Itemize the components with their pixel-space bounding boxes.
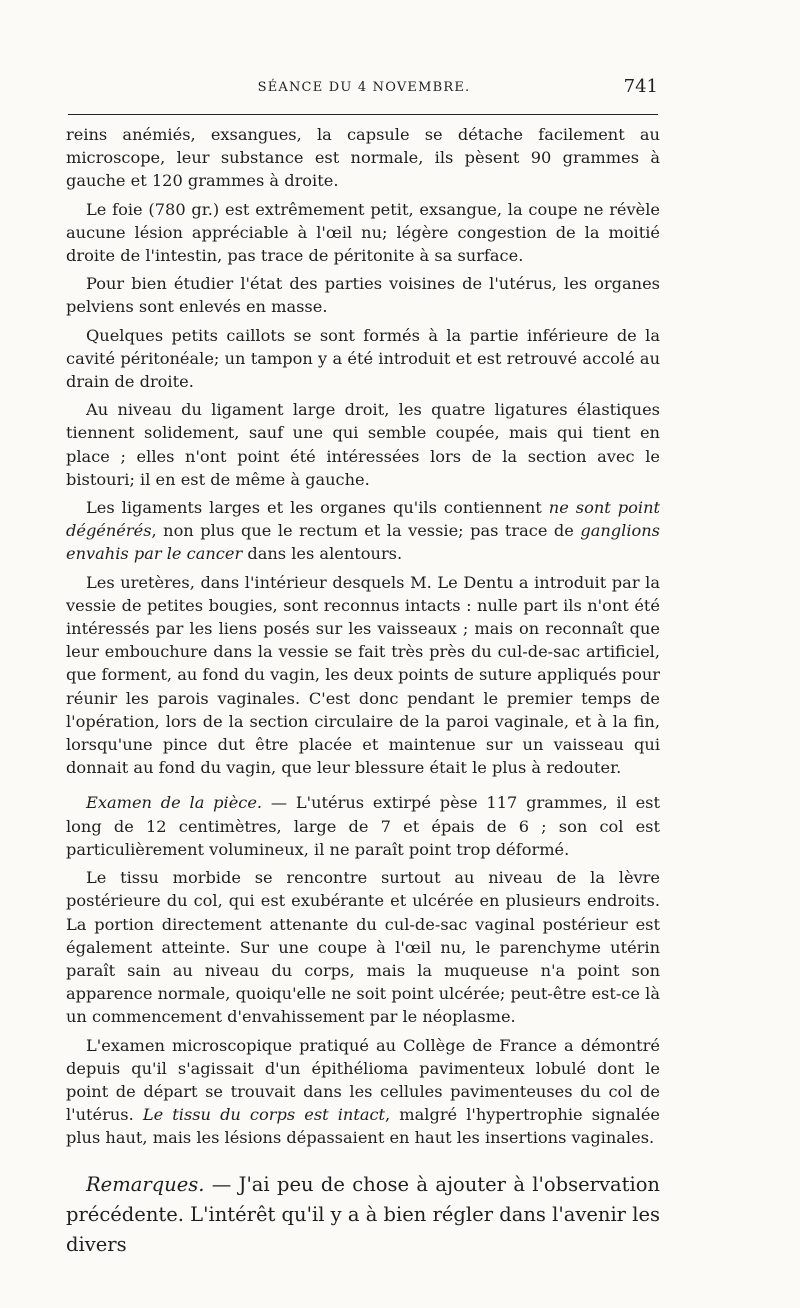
- paragraph-kidneys: reins anémiés, exsangues, la capsule se détache facilement au microscope, leur substance est normale, ils pèsent 90 grammes à gauche et 120 grammes à droite.: [66, 125, 660, 191]
- text-run: — L'utérus extirpé pèse 117 grammes, il est long de 12 centimètres, large de 7 et épais de 6 ; son col est particulièrement volumineux, il ne paraît point trop déformé.: [66, 793, 660, 859]
- italic-phrase: Le tissu du corps est intact: [142, 1105, 386, 1125]
- running-head: [70, 76, 658, 100]
- italic-phrase: ganglions envahis par le cancer: [66, 521, 660, 564]
- paragraph-ureters: Les uretères, dans l'intérieur desquels M. Le Dentu a introduit par la vessie de petites bougies, sont reconnus intacts : nulle part ils n'ont été intéressés par les liens posés sur les vaisseaux ; mais on reconnaît que leur embouchure dans la vessie se fait très près du cul-de-sac artificiel, que forment, au fond du vagin, les deux points de suture appliqués pour réunir les parois vaginales. C'est donc pendant le premier temps de l'opération, lors de la section circulaire de la paroi vaginale, et à la fin, lorsqu'une pince dut être placée et maintenue sur un vaisseau qui donnait au fond du vagin, que leur blessure était le plus à redouter.: [66, 572, 660, 778]
- text-run: dans les alentours.: [242, 544, 403, 564]
- header-rule: [68, 114, 658, 115]
- paragraph-pelvic-organs: Pour bien étudier l'état des parties voisines de l'utérus, les organes pelviens sont enlevés en masse.: [66, 274, 660, 317]
- paragraph-remarks: [66, 1170, 660, 1260]
- paragraph-ligaments-organs: [66, 496, 660, 566]
- running-title: SÉANCE DU 4 NOVEMBRE.: [257, 80, 471, 95]
- body-text: [66, 123, 660, 1265]
- page-number: 741: [623, 76, 658, 97]
- text-run: Les ligaments larges et les organes qu'ils contiennent: [86, 498, 549, 518]
- section-heading-examen: Examen de la pièce.: [86, 793, 263, 813]
- remarks-text: — J'ai peu de chose à ajouter à l'observation précédente. L'intérêt qu'il y a à bien régler dans l'avenir les divers: [66, 1172, 660, 1256]
- remarks-heading: Remarques.: [86, 1172, 205, 1196]
- text-run: , malgré l'hypertrophie signalée plus haut, mais les lésions dépassaient en haut les insertions vaginales.: [66, 1105, 660, 1148]
- paragraph-microscopic: [66, 1034, 660, 1150]
- paragraph-examen: [66, 791, 660, 861]
- italic-phrase: ne sont point dégénérés: [66, 498, 661, 541]
- paragraph-ligament: Au niveau du ligament large droit, les quatre ligatures élastiques tiennent solidement, sauf une qui semble coupée, mais qui tient en place ; elles n'ont point été intéressées lors de la section avec le bistouri; il en est de même à gauche.: [66, 400, 660, 489]
- text-run: L'examen microscopique pratiqué au Collège de France a démontré depuis qu'il s'agissait d'un épithélioma pavimenteux lobulé dont le point de départ se trouvait dans les cellules pavimenteuses du col de l'utérus.: [66, 1035, 660, 1125]
- paragraph-tissue: Le tissu morbide se rencontre surtout au niveau de la lèvre postérieure du col, qui est exubérante et ulcérée en plusieurs endroits. La portion directement attenante du cul-de-sac vaginal postérieur est également atteinte. Sur une coupe à l'œil nu, le parenchyme utérin paraît sain au niveau du corps, mais la muqueuse n'a point son apparence normale, quoiqu'elle ne soit point ulcérée; peut-être est-ce là un commencement d'envahissement par le néoplasme.: [66, 868, 660, 1027]
- paragraph-clots: Quelques petits caillots se sont formés à la partie inférieure de la cavité péritonéale; un tampon y a été introduit et est retrouvé accolé au drain de droite.: [66, 325, 660, 392]
- paragraph-liver: Le foie (780 gr.) est extrêmement petit, exsangue, la coupe ne révèle aucune lésion appréciable à l'œil nu; légère congestion de la moitié droite de l'intestin, pas trace de péritonite à sa surface.: [66, 199, 660, 266]
- text-run: , non plus que le rectum et la vessie; pas trace de: [151, 521, 581, 541]
